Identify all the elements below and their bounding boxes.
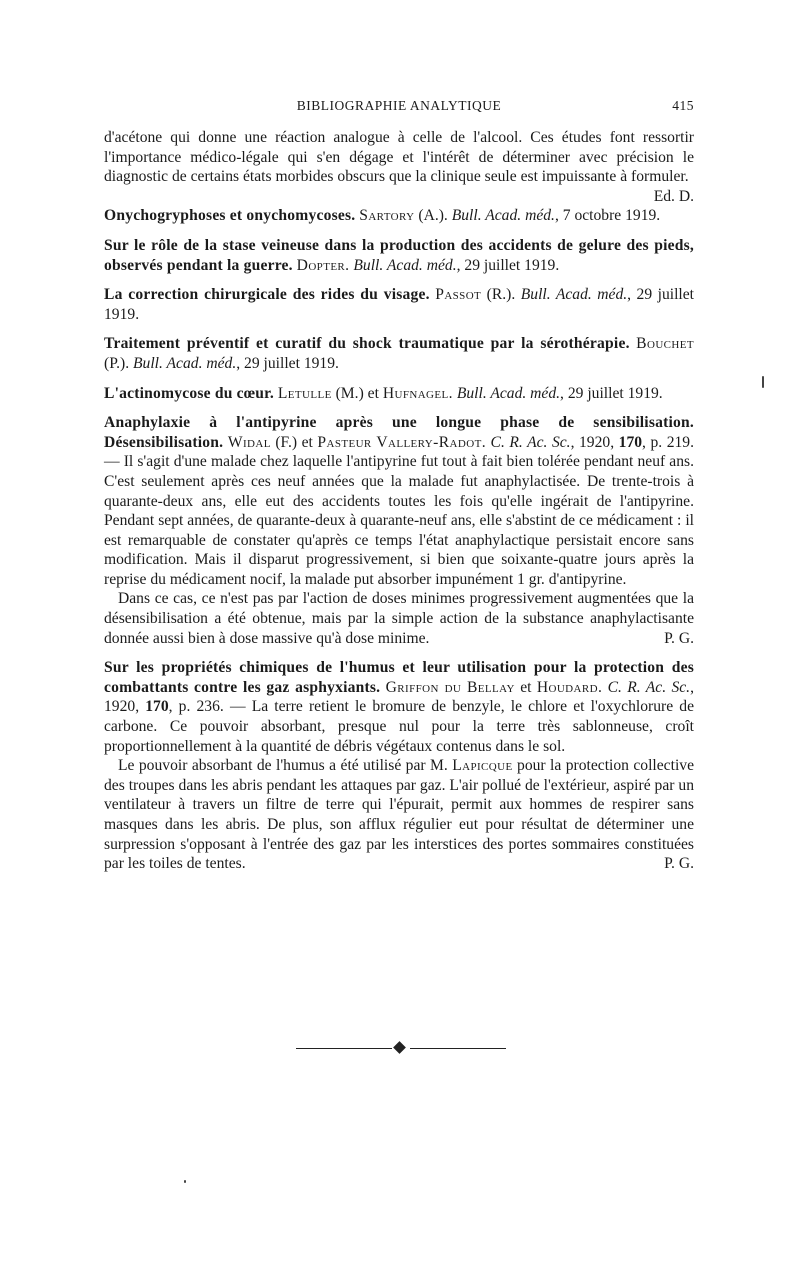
- entry-author: Bouchet: [636, 335, 694, 353]
- entry-title: Onychogryphoses et onychomycoses.: [104, 207, 356, 225]
- entry-title: Traitement préventif et curatif du shock traumatique par la sérothérapie.: [104, 335, 630, 353]
- entry-volume: 170: [618, 433, 643, 451]
- signature: Ed. D.: [653, 187, 694, 205]
- bibliography-entry: [104, 236, 694, 275]
- entry-reference-year: , 1920,: [104, 678, 694, 716]
- print-speck: [762, 376, 764, 388]
- entry-author: Passot: [435, 286, 482, 304]
- print-speck: [184, 1180, 186, 1183]
- entry-date: , 29 juillet 1919.: [560, 384, 663, 402]
- entry-journal: Bull. Acad. méd.: [133, 354, 237, 372]
- paragraph-text: d'acétone qui donne une réaction analogue à celle de l'alcool. Ces études font ressortir l'importance médico-légale qui s'en dégage et l'intérêt de déterminer avec précision le diagnostic de certains états morbides obscurs que la clinique seule est impuissante à formuler.: [104, 129, 694, 186]
- section-divider: [296, 1042, 506, 1056]
- paragraph-text: Dans ce cas, ce n'est pas par l'action de doses minimes progressivement augmentées que la désensibilisation a été obtenue, mais par la simple action de la substance anaphylactisante donnée aussi bien à dose massive qu'à dose minime.: [104, 590, 694, 647]
- entry-abstract: , p. 236. — La terre retient le bromure de benzyle, le chlore et l'oxychlorure de carbone. Ce pouvoir absorbant, presque nul pour la terre très sablonneuse, croît proportionnellement à la quantité de débris végétaux contenus dans le sol.: [104, 698, 694, 755]
- cited-name: Lapicque: [452, 757, 513, 775]
- entry-journal: C. R. Ac. Sc.: [490, 433, 571, 451]
- entry-author: Widal: [227, 433, 271, 451]
- entry-title: L'actinomycose du cœur.: [104, 384, 274, 402]
- entry-author-initials: (F.) et: [270, 433, 318, 451]
- entry-abstract: , p. 219. — Il s'agit d'une malade chez laquelle l'antipyrine fut tout à fait bien tolérée pendant neuf ans. C'est seulement après ces neuf années que la malade fut anaphylactisée. De trente-trois à quarante-deux ans, elle eut des accidents toutes les fois qu'elle ingérait de l'antipyrine. Pendant sept années, de quarante-deux à quarante-neuf ans, elle s'abstint de ce médicament : il est remarquable de constater qu'après ce temps l'état anaphylactique persistait encore sans modification. Mais il disparut progressivement, si bien que soixante-quatre jours après la reprise du médicament nocif, la malade put absorber impunément 1 gr. d'antipyrine.: [104, 433, 694, 588]
- entry-author: Griffon du Bellay: [385, 678, 515, 696]
- entry-author: Letulle: [277, 384, 332, 402]
- running-header: [104, 98, 694, 118]
- entry-coauthor: Hufnagel.: [382, 384, 453, 402]
- bibliography-entry: [104, 384, 694, 404]
- entry-author-initials: (A.).: [414, 207, 452, 225]
- entry-coauthor: Houdard.: [536, 678, 603, 696]
- bibliography-entry: [104, 206, 694, 226]
- entry-author-joiner: et: [514, 678, 537, 696]
- entry-date: , 7 octobre 1919.: [554, 207, 661, 225]
- entry-journal: Bull. Acad. méd.: [451, 207, 555, 225]
- entry-second-paragraph: [104, 589, 694, 648]
- signature: P. G.: [664, 855, 694, 873]
- diamond-ornament-icon: [393, 1041, 406, 1054]
- entry-journal: Bull. Acad. méd.: [456, 384, 561, 402]
- entry-date: , 29 juillet 1919.: [104, 286, 695, 323]
- entry-journal: Bull. Acad. méd.: [353, 256, 457, 274]
- entry-author-initials: (P.).: [104, 354, 134, 372]
- divider-line-left: [296, 1048, 392, 1049]
- entry-author-initials: (R.).: [481, 286, 521, 304]
- divider-line-right: [410, 1048, 506, 1049]
- entry-title: Anaphylaxie à l'antipyrine après une longue phase de sensibilisation. Désensibilisation.: [104, 414, 694, 451]
- entry-date: , 29 juillet 1919.: [456, 256, 560, 274]
- entry-journal: Bull. Acad. méd.: [520, 286, 628, 304]
- entry-title: Sur les propriétés chimiques de l'humus et leur utilisation pour la protection des combattants contre les gaz asphyxiants.: [104, 659, 694, 696]
- entry-reference-year: , 1920,: [570, 433, 619, 451]
- entry-author-initials: (M.) et: [331, 384, 383, 402]
- document-body: [104, 128, 694, 874]
- entry-title: Sur le rôle de la stase veineuse dans la production des accidents de gelure des pieds, observés pendant la guerre.: [104, 236, 694, 274]
- bibliography-entry: [104, 334, 694, 373]
- entry-author: Dopter.: [296, 256, 350, 274]
- entry-journal: C. R. Ac. Sc.: [607, 678, 691, 696]
- entry-date: , 29 juillet 1919.: [236, 354, 339, 372]
- entry-coauthor: Pasteur Vallery-Radot.: [317, 433, 486, 451]
- bibliography-entry: [104, 285, 694, 324]
- signature: P. G.: [664, 629, 694, 647]
- paragraph-text-end: pour la protection collective des troupes dans les abris pendant les attaques par gaz. L'air pollué de l'extérieur, aspiré par un ventilateur à travers un filtre de terre qui l'épurait, permit aux hommes de respirer sans masques dans les abris. De plus, son afflux régulier eut pour résultat de déterminer une surpression s'opposant à l'entrée des gaz par les interstices des portes sommaires constituées par les toiles de tentes.: [104, 757, 694, 873]
- entry-main-paragraph: [104, 658, 694, 756]
- entry-second-paragraph: [104, 756, 694, 874]
- entry-main-paragraph: [104, 413, 694, 589]
- continued-paragraph: [104, 128, 694, 205]
- entry-title: La correction chirurgicale des rides du visage.: [104, 286, 430, 304]
- running-title: BIBLIOGRAPHIE ANALYTIQUE: [296, 98, 502, 113]
- entry-author: Sartory: [359, 207, 415, 225]
- page-number: 415: [672, 98, 694, 113]
- paragraph-text-start: Le pouvoir absorbant de l'humus a été utilisé par M.: [118, 757, 453, 775]
- bibliography-entry: [104, 658, 694, 874]
- bibliography-entry: [104, 413, 694, 648]
- entry-volume: 170: [145, 698, 169, 716]
